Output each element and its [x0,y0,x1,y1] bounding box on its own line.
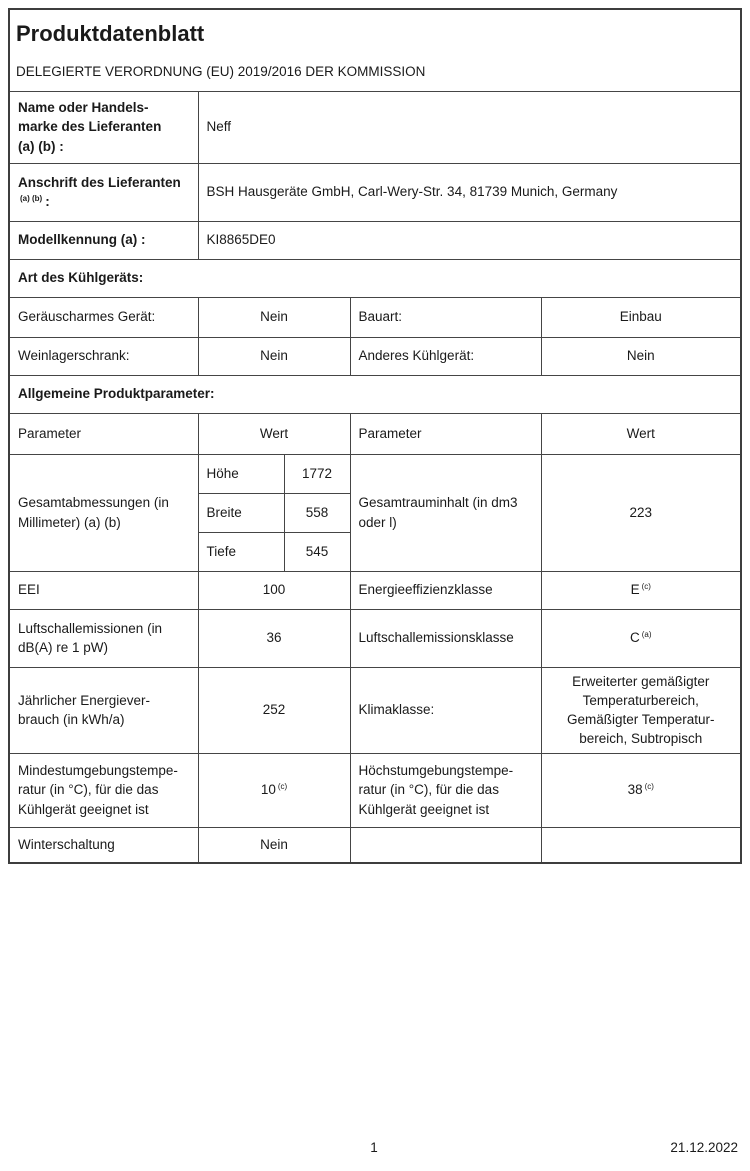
label-colon: : [45,194,50,209]
parameter-label: Luftschallemissionsklasse [350,609,541,667]
parameter-value: Nein [198,297,350,337]
parameter-label: Klimaklasse: [350,667,541,753]
document-title: Produktdatenblatt [16,21,205,47]
dimension-name: Breite [198,493,284,532]
parameter-value: 100 [198,571,350,609]
parameter-label: Geräuscharmes Gerät: [9,297,198,337]
supplier-address-label [9,163,198,221]
parameter-value: Nein [198,337,350,375]
dimensions-row [9,454,741,493]
page-footer [8,1140,740,1160]
params-section-heading-row [9,375,741,413]
dimension-name: Tiefe [198,532,284,571]
parameter-label: Anderes Kühlgerät: [350,337,541,375]
dimension-value: 1772 [284,454,350,493]
dimension-name: Höhe [198,454,284,493]
value-text: 38 [627,782,643,798]
parameter-label: Energieeffizienzklasse [350,571,541,609]
footnote-marker: (c) [277,782,288,792]
regulation-title: DELEGIERTE VERORDNUNG (EU) 2019/2016 DER KOMMISSION [16,63,426,79]
value-text: 10 [260,782,276,798]
footnote-marker: (c) [641,582,651,592]
model-id-value: KI8865DE0 [198,221,741,259]
column-header-parameter: Parameter [350,413,541,454]
parameter-label: Weinlagerschrank: [9,337,198,375]
params-section-heading: Allgemeine Produktparameter: [9,375,741,413]
column-header-wert: Wert [198,413,350,454]
parameter-label: Höchstumgebungstempe- ratur (in °C), für die das Kühlgerät geeignet ist [350,753,541,827]
table-row [9,609,741,667]
column-header-row [9,413,741,454]
model-id-label: Modellkennung (a) : [9,221,198,259]
parameter-value [541,571,741,609]
supplier-address-label-text: Anschrift des Lieferanten [18,174,181,190]
parameter-value: 252 [198,667,350,753]
parameter-value [198,753,350,827]
parameter-value [541,753,741,827]
parameter-value [541,609,741,667]
parameter-value [541,827,741,863]
type-section-heading: Art des Kühlgeräts: [9,259,741,297]
parameter-value: Nein [541,337,741,375]
document-header [9,9,741,91]
table-row [9,827,741,863]
parameter-label: Luftschallemissionen (in dB(A) re 1 pW) [9,609,198,667]
parameter-label: Mindestumgebungstempe- ratur (in °C), für die das Kühlgerät geeignet ist [9,753,198,827]
parameter-value: Nein [198,827,350,863]
model-id-row [9,221,741,259]
type-section-heading-row [9,259,741,297]
table-row [9,297,741,337]
parameter-value: Erweiterter gemäßigter Temperaturbereich, Gemäßigter Temperatur- bereich, Subtropisch [541,667,741,753]
parameter-label: Jährlicher Energiever- brauch (in kWh/a) [9,667,198,753]
parameter-label: EEI [9,571,198,609]
table-row [9,571,741,609]
table-row [9,753,741,827]
header-row [9,9,741,91]
supplier-name-label: Name oder Handels- marke des Lieferanten (a) (b) : [9,91,198,163]
column-header-parameter: Parameter [9,413,198,454]
footnote-marker: (c) [644,782,654,792]
parameter-label: Winterschaltung [9,827,198,863]
table-row [9,667,741,753]
page-number: 1 [370,1140,378,1155]
parameter-label: Bauart: [350,297,541,337]
volume-value: 223 [541,454,741,571]
parameter-label [350,827,541,863]
supplier-address-row [9,163,741,221]
dimension-value: 545 [284,532,350,571]
document-date: 21.12.2022 [670,1140,738,1155]
column-header-wert: Wert [541,413,741,454]
supplier-address-value: BSH Hausgeräte GmbH, Carl-Wery-Str. 34, 81739 Munich, Germany [198,163,741,221]
dimension-value: 558 [284,493,350,532]
dimensions-label: Gesamtabmessungen (in Millimeter) (a) (b) [9,454,198,571]
footnote-marker: (a) [641,630,652,640]
volume-label: Gesamtrauminhalt (in dm3 oder l) [350,454,541,571]
parameter-value: 36 [198,609,350,667]
value-text: C [629,630,640,646]
table-row [9,337,741,375]
parameter-value: Einbau [541,297,741,337]
supplier-name-value: Neff [198,91,741,163]
product-data-table [8,8,742,864]
value-text: E [630,582,640,598]
supplier-name-row [9,91,741,163]
footnote-marker: (a) (b) [20,194,43,203]
